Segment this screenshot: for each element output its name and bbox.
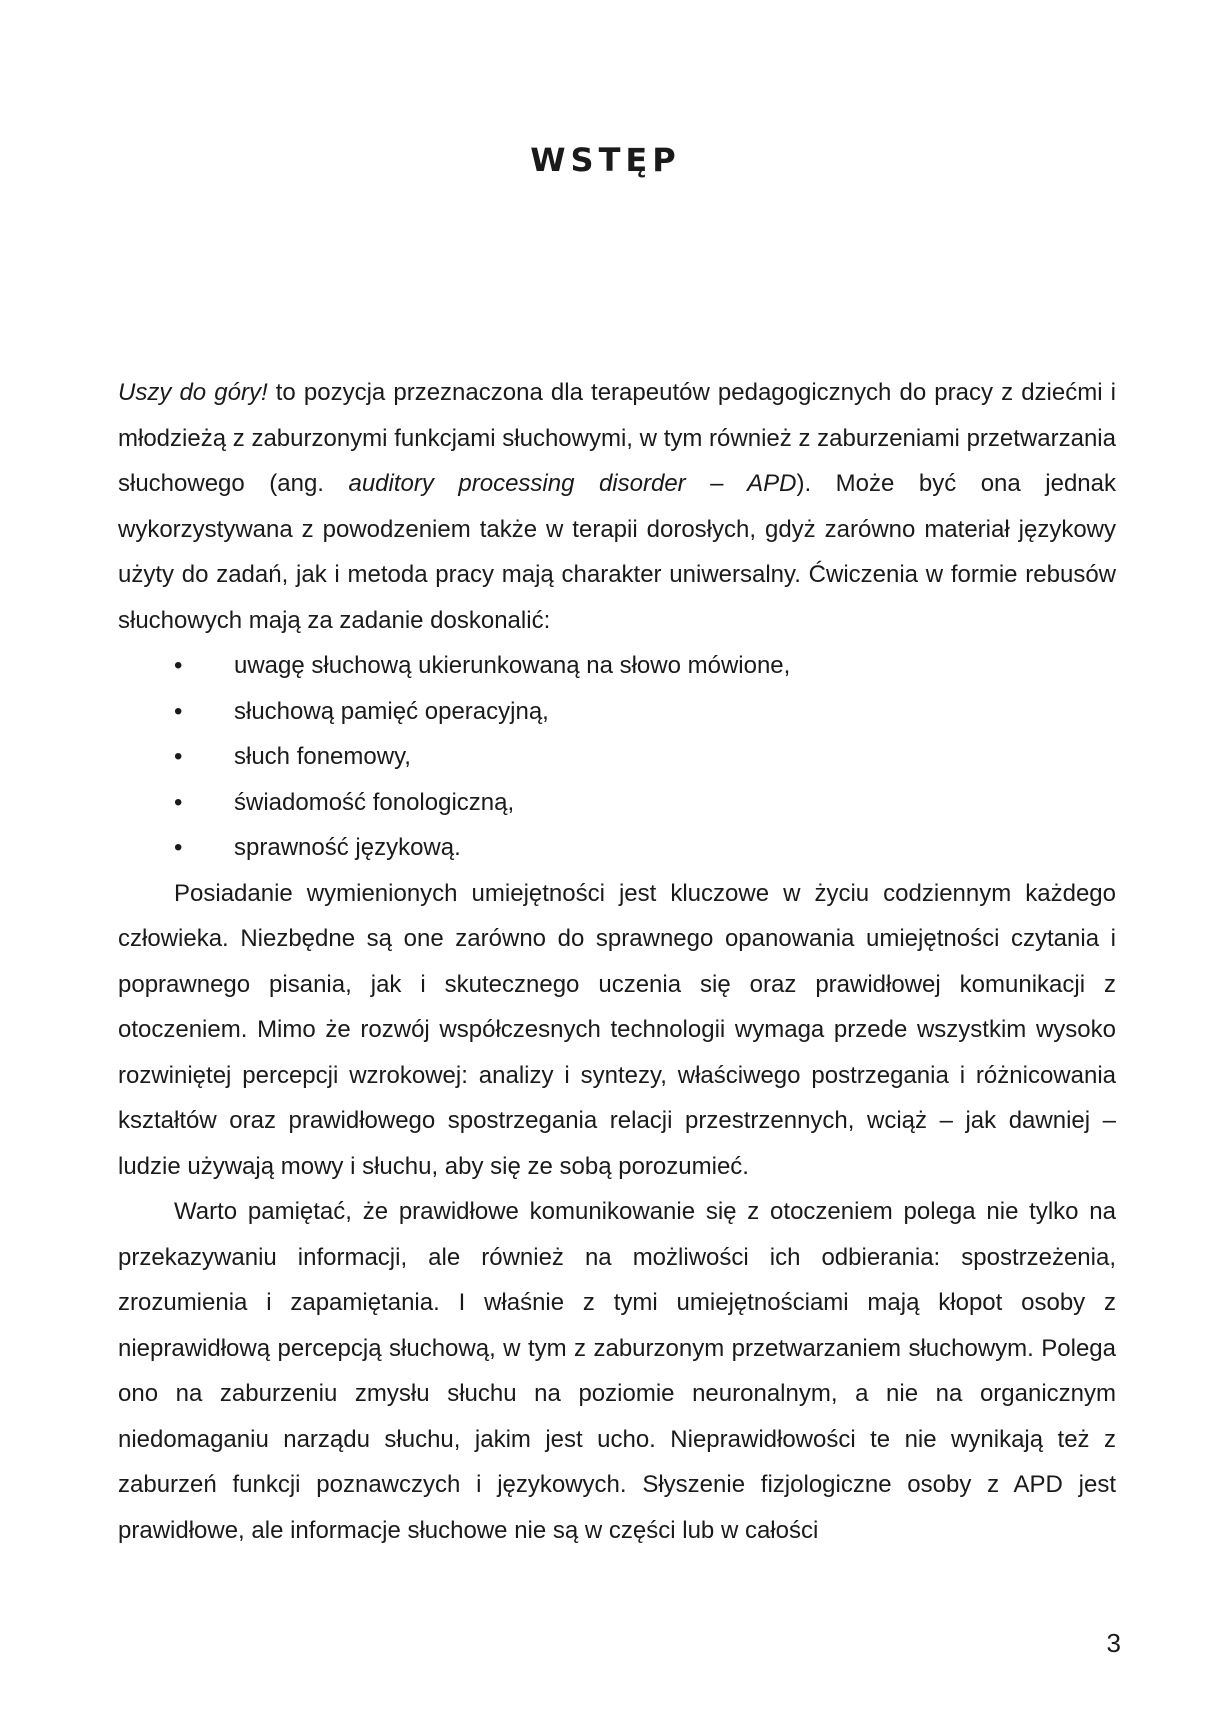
page-number: 3 bbox=[1106, 1628, 1121, 1658]
bullet-icon: • bbox=[174, 652, 183, 679]
intro-text-b: ). Może być ona jednak wykorzystywana z powodzeniem także w terapii dorosłych, gdyż zarówno materiał językowy użyty do zadań, jak i metoda pracy mają charakter uniwersalny. Ćwiczenia w formie rebusów słuchowych mają za zadanie doskonalić: bbox=[118, 470, 1116, 634]
paragraph-skills-importance: Posiadanie wymienionych umiejętności jest kluczowe w życiu codziennym każdego człowieka. Niezbędne są one zarówno do sprawnego opanowania umiejętności czytania i poprawnego pisania, jak i skutecznego uczenia się oraz prawidłowej komunikacji z otoczeniem. Mimo że rozwój współczesnych technologii wymaga przede wszystkim wysoko rozwiniętej percepcji wzrokowej: analizy i syntezy, właściwego postrzegania i różnicowania kształtów oraz prawidłowego spostrzegania relacji przestrzennych, wciąż – jak dawniej – ludzie używają mowy i słuchu, aby się ze sobą porozumieć. bbox=[118, 879, 1116, 1180]
term-english: auditory processing disorder – APD bbox=[348, 470, 797, 497]
body-text bbox=[118, 370, 1116, 1553]
bullet-icon: • bbox=[174, 834, 183, 861]
list-item bbox=[118, 643, 1116, 689]
paragraph-communication: Warto pamiętać, że prawidłowe komunikowanie się z otoczeniem polega nie tylko na przekazywaniu informacji, ale również na możliwości ich odbierania: spostrzeżenia, zrozumienia i zapamiętania. I właśnie z tymi umiejętnościami mają kłopot osoby z nieprawidłową percepcją słuchową, w tym z zaburzonym przetwarzaniem słuchowym. Polega ono na zaburzeniu zmysłu słuchu na poziomie neuronalnym, a nie na organicznym niedomaganiu narządu słuchu, jakim jest ucho. Nieprawidłowości te nie wynikają też z zaburzeń funkcji poznawczych i językowych. Słyszenie fizjologiczne osoby z APD jest prawidłowe, ale informacje słuchowe nie są w części lub w całości bbox=[118, 1198, 1116, 1544]
skills-list bbox=[118, 643, 1116, 871]
intro-text-a: to pozycja przeznaczona dla terapeutów pedagogicznych do pracy z dziećmi i młodzieżą z zaburzonymi funkcjami słuchowymi, w tym również z zaburzeniami przetwarzania słuchowego (ang. bbox=[118, 379, 1117, 497]
list-item bbox=[118, 734, 1116, 780]
bullet-icon: • bbox=[174, 697, 183, 725]
book-title: Uszy do góry! bbox=[118, 379, 268, 406]
bullet-icon: • bbox=[174, 788, 183, 816]
list-item-text: słuchową pamięć operacyjną, bbox=[234, 697, 549, 725]
list-item bbox=[118, 689, 1116, 735]
list-item-text: sprawność językową. bbox=[234, 834, 461, 861]
list-item bbox=[118, 825, 1116, 871]
list-item bbox=[118, 780, 1116, 826]
list-item-text: świadomość fonologiczną, bbox=[234, 788, 515, 816]
page-title: WSTĘP bbox=[530, 141, 681, 179]
intro-paragraph bbox=[118, 370, 1116, 643]
list-item-text: słuch fonemowy, bbox=[234, 743, 411, 770]
bullet-icon: • bbox=[174, 743, 183, 770]
list-item-text: uwagę słuchową ukierunkowaną na słowo mówione, bbox=[234, 652, 791, 679]
